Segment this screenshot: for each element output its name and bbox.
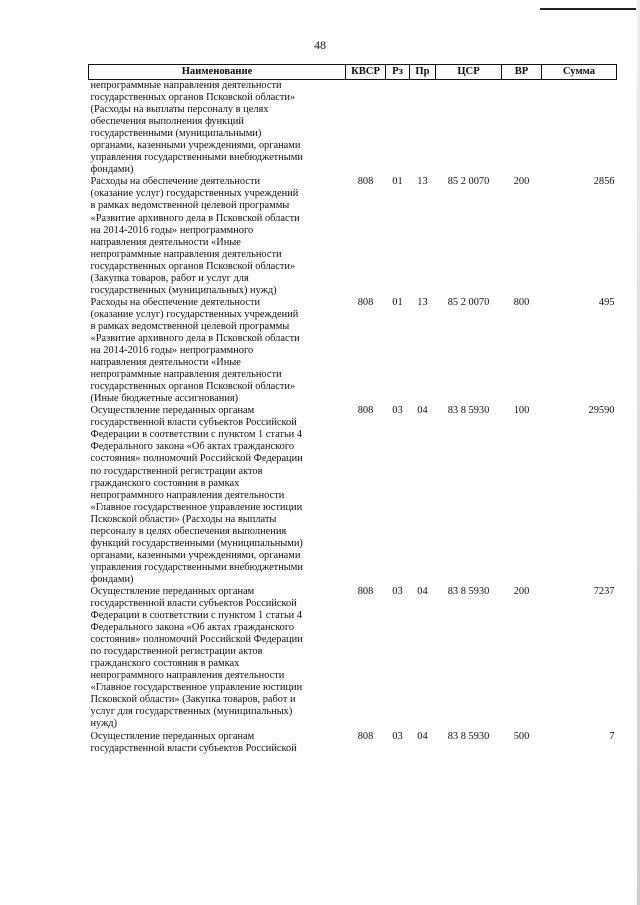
row-name-cell xyxy=(89,297,346,405)
row-name-cell xyxy=(89,586,346,731)
name-line: «Главное государственное управление юстиции xyxy=(90,682,303,694)
name-line: государственных органов Псковской области» xyxy=(90,260,296,272)
csr-cell: 85 2 0070 xyxy=(447,176,490,188)
kvsr-cell: 808 xyxy=(357,176,374,188)
rz-cell: 03 xyxy=(392,730,403,742)
name-line: на 2014-2016 годы» непрограммного xyxy=(90,224,254,236)
table-row xyxy=(89,80,617,177)
name-line: Федерации в соответствии с пунктом 1 статьи 4 xyxy=(90,429,303,441)
kvsr-cell xyxy=(346,80,386,177)
header-kvsr: КВСР xyxy=(346,65,386,80)
kvsr-cell: 808 xyxy=(357,730,374,742)
table-row xyxy=(89,405,617,586)
name-line: (Закупка товаров, работ и услуг для xyxy=(90,272,249,284)
table-header-row xyxy=(89,65,617,80)
pr-cell: 04 xyxy=(417,585,428,597)
csr-cell xyxy=(436,80,502,177)
csr-cell: 83 8 5930 xyxy=(447,405,490,417)
row-name-cell xyxy=(89,80,346,177)
header-vr: ВР xyxy=(502,65,542,80)
name-line: Осуществление переданных органам xyxy=(90,730,255,742)
sum-cell xyxy=(542,80,617,177)
vr-cell: 500 xyxy=(513,730,530,742)
header-name: Наименование xyxy=(89,65,346,80)
name-line: гражданского состояния в рамках xyxy=(90,477,240,489)
name-line: «Главное государственное управление юстиции xyxy=(90,501,303,513)
vr-cell xyxy=(502,80,542,177)
name-line: органами, казенными учреждениями, органами xyxy=(90,140,301,152)
name-line: Осуществление переданных органам xyxy=(90,585,255,597)
rz-cell: 01 xyxy=(392,296,403,308)
name-line: непрограммные направления деятельности xyxy=(90,369,282,381)
name-line: Псковской области» (Закупка товаров, работ и xyxy=(90,694,296,706)
csr-cell: 83 8 5930 xyxy=(447,585,490,597)
sum-cell: 2856 xyxy=(593,176,615,188)
table-row xyxy=(89,297,617,405)
vr-cell: 800 xyxy=(513,296,530,308)
name-line: Федерального закона «Об актах гражданского xyxy=(90,622,295,634)
scan-artifact xyxy=(540,8,636,10)
name-line: непрограммные направления деятельности xyxy=(90,80,282,91)
table-body xyxy=(89,80,617,755)
pr-cell: 13 xyxy=(417,176,428,188)
name-line: (оказание услуг) государственных учреждений xyxy=(90,308,299,320)
name-line: в рамках ведомственной целевой программы xyxy=(90,200,290,212)
name-line: государственной власти субъектов Российской xyxy=(90,417,297,429)
sum-cell: 7 xyxy=(609,730,615,742)
pr-cell xyxy=(410,80,436,177)
name-line: гражданского состояния в рамках xyxy=(90,658,240,670)
name-line: государственных органов Псковской области» xyxy=(90,381,296,393)
name-line: непрограммные направления деятельности xyxy=(90,248,282,260)
name-line: государственными (муниципальными) xyxy=(90,128,262,140)
name-line: государственных (муниципальных) нужд) xyxy=(90,284,277,296)
row-name-cell xyxy=(89,176,346,296)
name-line: органами, казенными учреждениями, органами xyxy=(90,549,301,561)
name-line: состояния» полномочий Российской Федерации xyxy=(90,634,303,646)
name-line: Федерации в соответствии с пунктом 1 статьи 4 xyxy=(90,610,303,622)
kvsr-cell: 808 xyxy=(357,405,374,417)
sum-cell: 7237 xyxy=(593,585,615,597)
name-line: государственной власти субъектов Российской xyxy=(90,598,297,610)
rz-cell xyxy=(386,80,410,177)
name-line: Расходы на обеспечение деятельности xyxy=(90,296,261,308)
table-row xyxy=(89,731,617,755)
row-name-cell xyxy=(89,731,346,755)
name-line: обеспечения выполнения функций xyxy=(90,116,244,128)
name-line: направления деятельности «Иные xyxy=(90,236,241,248)
page-number: 48 xyxy=(314,38,326,52)
table-row xyxy=(89,176,617,296)
name-line: (оказание услуг) государственных учреждений xyxy=(90,188,299,200)
name-line: управления государственными внебюджетными xyxy=(90,561,303,573)
name-line: (Расходы на выплаты персоналу в целях xyxy=(90,104,269,116)
sum-cell: 29590 xyxy=(588,405,615,417)
name-line: персоналу в целях обеспечения выполнения xyxy=(90,525,287,537)
name-line: услуг для государственных (муниципальных) xyxy=(90,706,293,718)
pr-cell: 04 xyxy=(417,730,428,742)
name-line: на 2014-2016 годы» непрограммного xyxy=(90,345,254,357)
name-line: государственных органов Псковской области» xyxy=(90,92,296,104)
kvsr-cell: 808 xyxy=(357,296,374,308)
name-line: непрограммного направления деятельности xyxy=(90,489,285,501)
csr-cell: 83 8 5930 xyxy=(447,730,490,742)
name-line: (Иные бюджетные ассигнования) xyxy=(90,393,239,405)
header-rz: Рз xyxy=(386,65,410,80)
name-line: непрограммного направления деятельности xyxy=(90,670,285,682)
name-line: нужд) xyxy=(90,718,118,730)
pr-cell: 04 xyxy=(417,405,428,417)
budget-table xyxy=(88,64,617,755)
name-line: Расходы на обеспечение деятельности xyxy=(90,176,261,188)
table-row xyxy=(89,586,617,731)
name-line: «Развитие архивного дела в Псковской области xyxy=(90,332,300,344)
pr-cell: 13 xyxy=(417,296,428,308)
name-line: Осуществление переданных органам xyxy=(90,405,255,417)
header-sum: Сумма xyxy=(542,65,617,80)
name-line: по государственной регистрации актов xyxy=(90,465,263,477)
name-line: по государственной регистрации актов xyxy=(90,646,263,658)
rz-cell: 03 xyxy=(392,585,403,597)
vr-cell: 200 xyxy=(513,585,530,597)
name-line: управления государственными внебюджетными xyxy=(90,152,303,164)
sum-cell: 495 xyxy=(598,296,615,308)
name-line: государственной власти субъектов Российской xyxy=(90,742,297,754)
name-line: фондами) xyxy=(90,573,134,585)
vr-cell: 100 xyxy=(513,405,530,417)
name-line: направления деятельности «Иные xyxy=(90,357,241,369)
rz-cell: 01 xyxy=(392,176,403,188)
name-line: фондами) xyxy=(90,164,134,176)
kvsr-cell: 808 xyxy=(357,585,374,597)
name-line: «Развитие архивного дела в Псковской области xyxy=(90,212,300,224)
header-csr: ЦСР xyxy=(436,65,502,80)
vr-cell: 200 xyxy=(513,176,530,188)
name-line: Псковской области» (Расходы на выплаты xyxy=(90,513,277,525)
header-pr: Пр xyxy=(410,65,436,80)
name-line: Федерального закона «Об актах гражданского xyxy=(90,441,295,453)
csr-cell: 85 2 0070 xyxy=(447,296,490,308)
name-line: в рамках ведомственной целевой программы xyxy=(90,320,290,332)
rz-cell: 03 xyxy=(392,405,403,417)
name-line: состояния» полномочий Российской Федерации xyxy=(90,453,303,465)
name-line: функций государственными (муниципальными) xyxy=(90,537,303,549)
row-name-cell xyxy=(89,405,346,586)
